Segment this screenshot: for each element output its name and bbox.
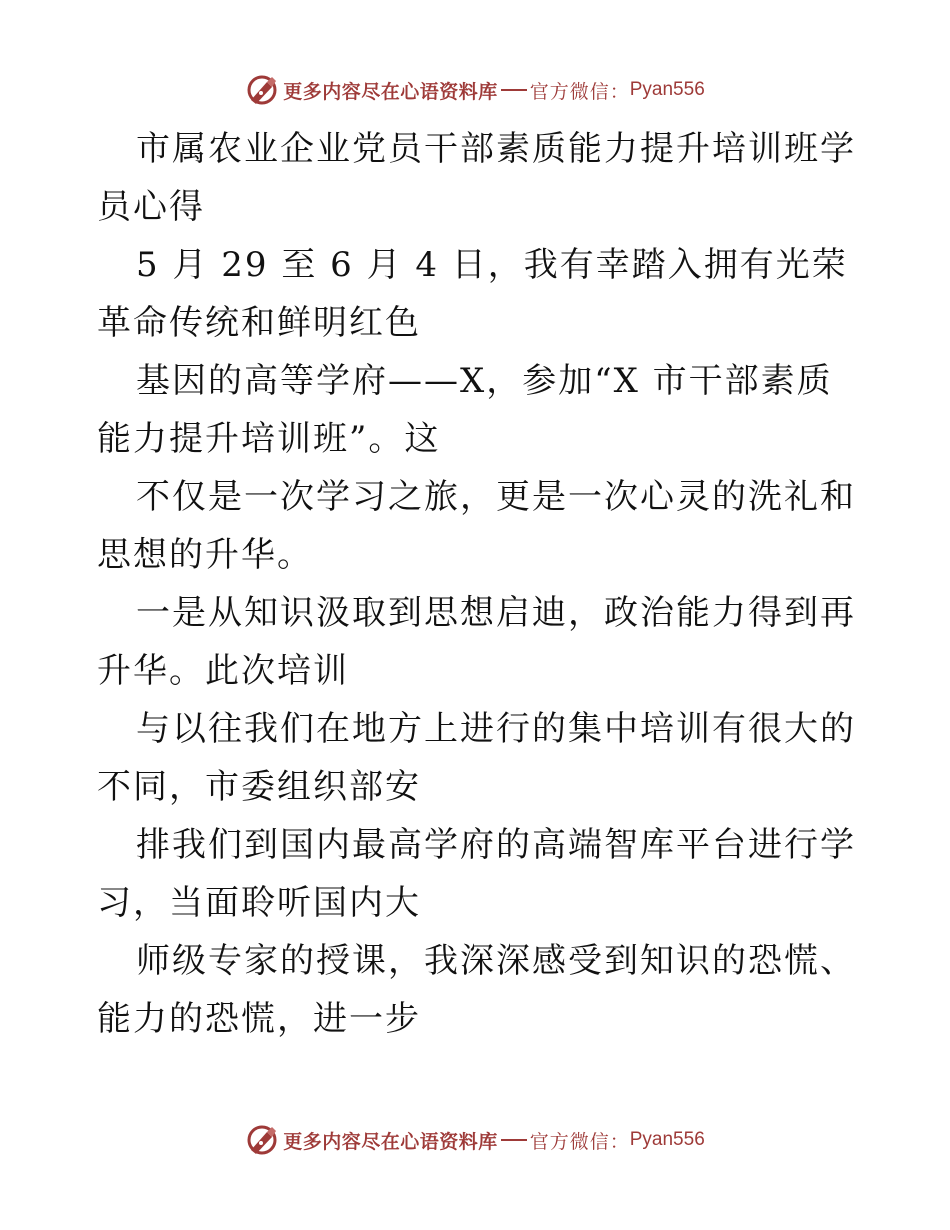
header-watermark-official: 官方微信： [529,80,630,103]
paragraph: 排我们到国内最高学府的高端智库平台进行学习，当面聆听国内大 [97,825,856,923]
paragraph: 5 月 29 至 6 月 4 日，我有幸踏入拥有光荣革命传统和鲜明红色 [97,245,848,343]
paragraph: 基因的高等学府——X，参加“X 市干部素质能力提升培训班”。这 [97,361,833,459]
header-watermark-dash [501,89,527,91]
document-body [97,120,857,1048]
paragraph: 不仅是一次学习之旅，更是一次心灵的洗礼和思想的升华。 [97,477,856,575]
footer-watermark [0,1120,950,1160]
footer-watermark-official: 官方微信： [529,1130,630,1153]
paragraph: 一是从知识汲取到思想启迪，政治能力得到再升华。此次培训 [97,593,856,691]
footer-watermark-wechat-id: Pyan556 [629,1129,705,1150]
header-watermark-title: 更多内容尽在心语资料库 [283,80,498,103]
paragraph: 与以往我们在地方上进行的集中培训有很大的不同，市委组织部安 [97,709,856,807]
paragraph: 师级专家的授课，我深深感受到知识的恐慌、能力的恐慌，进一步 [97,941,856,1039]
red-pen-nib-logo-icon [245,1123,279,1157]
header-watermark [0,70,950,110]
red-pen-nib-logo-icon [245,73,279,107]
footer-watermark-dash [501,1139,527,1141]
document-title: 市属农业企业党员干部素质能力提升培训班学员心得 [97,129,856,227]
header-watermark-wechat-id: Pyan556 [629,79,705,100]
footer-watermark-title: 更多内容尽在心语资料库 [283,1130,498,1153]
